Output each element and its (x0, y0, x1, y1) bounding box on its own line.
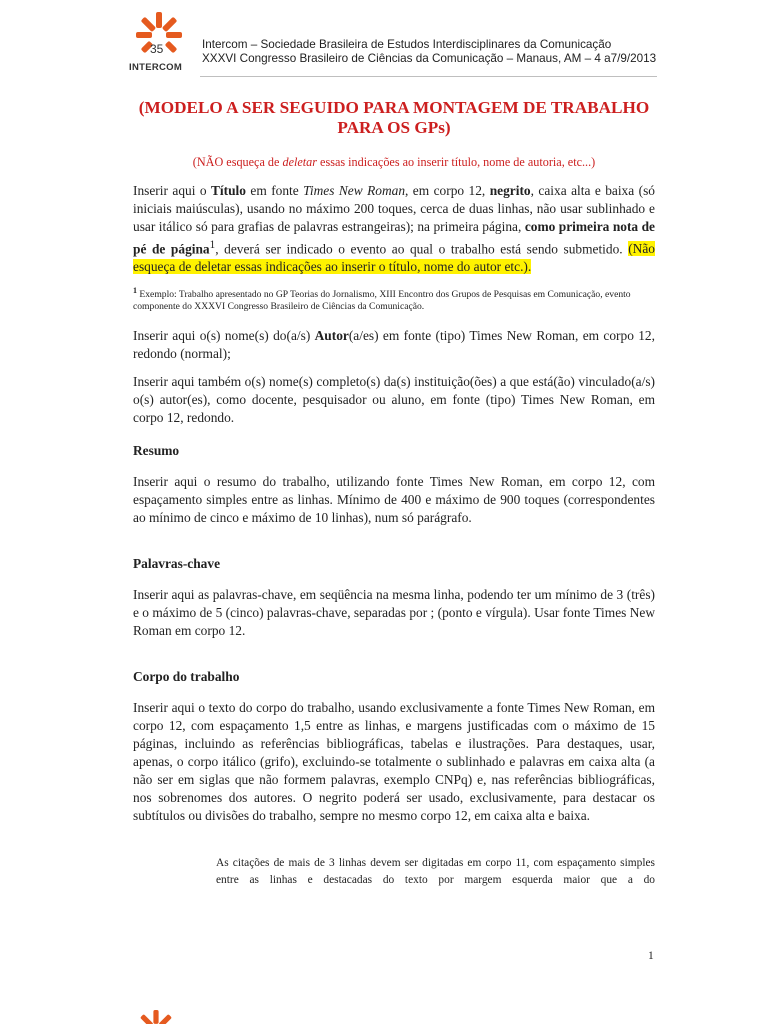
intercom-star-icon (136, 1010, 176, 1024)
resumo-heading: Resumo (133, 443, 180, 458)
next-page-logo (136, 1010, 176, 1024)
logo-wordmark: INTERCOM (129, 62, 183, 73)
bold-title-word: Título (211, 183, 246, 198)
reminder-italic-word: deletar (282, 155, 317, 169)
resumo-paragraph: Inserir aqui o resumo do trabalho, utilizando fonte Times New Roman, em corpo 12, com espaçamento simples entre as linhas. Mínimo de 400 e máximo de 900 toques (correspondentes ao mínimo de cinco e máximo de 10 linhas), num só parágrafo. (133, 474, 655, 525)
reminder-note (133, 155, 655, 170)
text: (a/es) em fonte (tipo) Times New Roman, em corpo 12, redondo (normal); (133, 328, 655, 361)
bold-negrito-word: negrito (489, 183, 531, 198)
body-paragraph: Inserir aqui o texto do corpo do trabalho, usando exclusivamente a fonte Times New Roman, em corpo 12, com espaçamento 1,5 entre as linhas, e margens justificadas com o máximo de 15 páginas, incluindo as referências bibliográficas, tabelas e ilustrações. Para destaques, usar, apenas, o corpo itálico (grifo), excluindo-se totalmente o sublinhado e palavras em caixa alta (a não ser em siglas que não formem palavras, exemplo CNPq) e, nas referências bibliográficas, nos sobrenomes dos autores. O negrito poderá ser usado, exclusivamente, para destacar os subtítulos ou divisões do trabalho, sempre no mesmo corpo 12, em caixa alta e baixa. (133, 700, 655, 823)
institution-paragraph: Inserir aqui também o(s) nome(s) completo(s) da(s) instituição(ões) a que está(ão) vinculado(a/s) o(s) autor(es), como docente, pesquisador ou aluno, em fonte (tipo) Times New Roman, em corpo 12, redondo. (133, 374, 655, 425)
page-title: (MODELO A SER SEGUIDO PARA MONTAGEM DE TRABALHO PARA OS GPs) (138, 98, 650, 137)
header-organization: Intercom – Sociedade Brasileira de Estudos Interdisciplinares da Comunicação (202, 38, 612, 51)
logo-number: 35 (150, 42, 164, 56)
footnote-mark: 1 (133, 286, 137, 295)
title-instructions-paragraph (133, 182, 655, 276)
keywords-paragraph: Inserir aqui as palavras-chave, em seqüência na mesma linha, podendo ter um mínimo de 3 (três) e o máximo de 5 (cinco) palavras-chave, separadas por ; (ponto e vírgula). Usar fonte Times New Roman em corpo 12. (133, 587, 655, 638)
reminder-text: (NÃO esqueça de (192, 155, 283, 169)
text: , deverá ser indicado o evento ao qual o trabalho está sendo submetido. (215, 241, 629, 257)
author-paragraph (133, 327, 655, 363)
intercom-logo (128, 12, 190, 76)
page-number: 1 (648, 950, 654, 962)
keywords-heading: Palavras-chave (133, 556, 221, 571)
body-heading: Corpo do trabalho (133, 669, 240, 684)
reminder-text-end: essas indicações ao inserir título, nome de autoria, etc...) (317, 155, 596, 169)
header-congress: XXXVI Congresso Brasileiro de Ciências da Comunicação – Manaus, AM – 4 a7/9/2013 (202, 52, 657, 65)
bold-author-word: Autor (314, 328, 349, 343)
bold-footnote-instruction: como primeira nota de pé de página (133, 219, 655, 257)
text: , caixa alta e baixa (só iniciais maiúsculas), usando no máximo 200 toques, cerca de duas linhas, não usar sublinhado e usar itálico só para grafias de palavras estrangeiras); na primeira página, (133, 183, 655, 234)
highlighted-reminder: (Não esqueça de deletar essas indicações ao inserir o título, nome do autor etc.). (133, 241, 655, 275)
citation-paragraph: As citações de mais de 3 linhas devem ser digitadas em corpo 11, com espaçamento simples entre as linhas e destacadas do texto por margem esquerda maior que a do (216, 857, 655, 886)
text: Inserir aqui o(s) nome(s) do(a/s) (133, 328, 315, 343)
text: em fonte (245, 183, 304, 198)
italic-font-name: Times New Roman (303, 183, 406, 198)
header-divider (200, 76, 657, 77)
footnote-text: Exemplo: Trabalho apresentado no GP Teorias do Jornalismo, XIII Encontro dos Grupos de Pesquisas em Comunicação, evento componente do XXXVI Congresso Brasileiro de Ciências da Comunicação. (133, 289, 631, 313)
footnote-reference[interactable]: 1 (209, 239, 216, 251)
footnote (133, 285, 655, 313)
text: , em corpo 12, (405, 183, 490, 198)
text: Inserir aqui o (133, 183, 211, 198)
